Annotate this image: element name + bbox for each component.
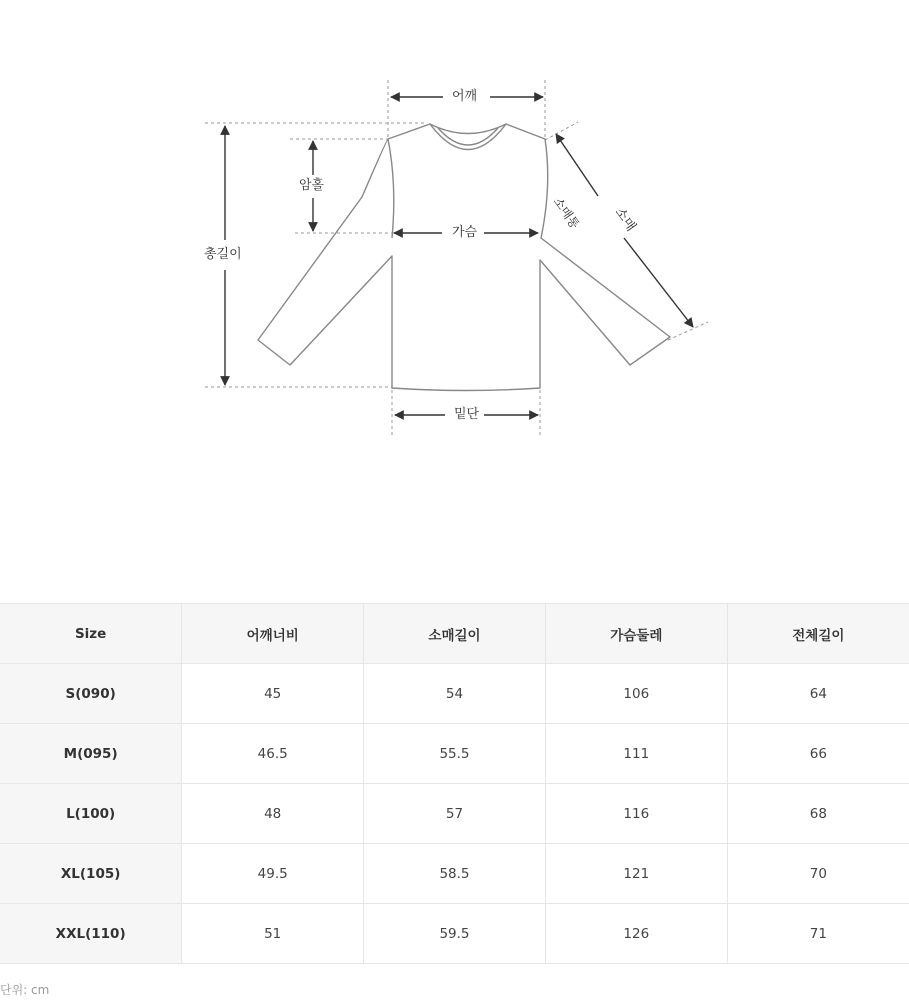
table-row xyxy=(0,664,909,724)
value-cell: 64 xyxy=(727,664,909,724)
value-cell: 59.5 xyxy=(364,904,546,964)
table-header-row xyxy=(0,604,909,664)
value-cell: 71 xyxy=(727,904,909,964)
label-hem: 밑단 xyxy=(450,407,483,423)
header-sleeve-length: 소매길이 xyxy=(364,604,546,664)
size-cell: L(100) xyxy=(0,784,182,844)
label-shoulder: 어깨 xyxy=(448,89,481,105)
value-cell: 116 xyxy=(545,784,727,844)
unit-note: 단위: cm xyxy=(0,983,50,997)
label-sleeve-width: 소매통 xyxy=(548,191,586,235)
value-cell: 49.5 xyxy=(182,844,364,904)
value-cell: 46.5 xyxy=(182,724,364,784)
value-cell: 54 xyxy=(364,664,546,724)
value-cell: 48 xyxy=(182,784,364,844)
value-cell: 66 xyxy=(727,724,909,784)
header-total-length: 전체길이 xyxy=(727,604,909,664)
value-cell: 55.5 xyxy=(364,724,546,784)
size-chart-table xyxy=(0,603,909,964)
table-row xyxy=(0,904,909,964)
size-cell: S(090) xyxy=(0,664,182,724)
header-size: Size xyxy=(0,604,182,664)
table-row xyxy=(0,724,909,784)
header-shoulder-width: 어깨너비 xyxy=(182,604,364,664)
header-chest-circumference: 가슴둘레 xyxy=(545,604,727,664)
value-cell: 51 xyxy=(182,904,364,964)
label-sleeve: 소매 xyxy=(609,202,641,238)
value-cell: 45 xyxy=(182,664,364,724)
label-armhole: 암홀 xyxy=(295,178,328,194)
label-chest: 가슴 xyxy=(448,225,481,241)
label-total-length: 총길이 xyxy=(200,247,246,263)
size-cell: XXL(110) xyxy=(0,904,182,964)
size-cell: M(095) xyxy=(0,724,182,784)
value-cell: 106 xyxy=(545,664,727,724)
value-cell: 126 xyxy=(545,904,727,964)
value-cell: 111 xyxy=(545,724,727,784)
value-cell: 70 xyxy=(727,844,909,904)
value-cell: 121 xyxy=(545,844,727,904)
value-cell: 58.5 xyxy=(364,844,546,904)
table-row xyxy=(0,844,909,904)
table-row xyxy=(0,784,909,844)
value-cell: 68 xyxy=(727,784,909,844)
value-cell: 57 xyxy=(364,784,546,844)
size-cell: XL(105) xyxy=(0,844,182,904)
